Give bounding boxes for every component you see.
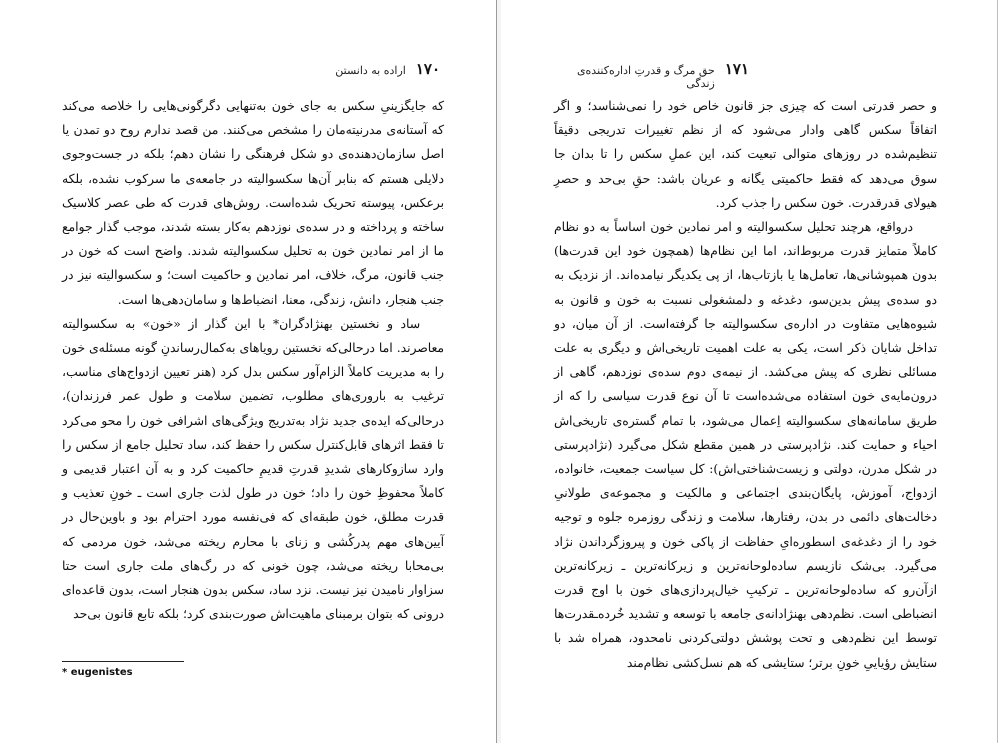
footnote: * eugenistes <box>62 667 133 678</box>
left-page-header <box>300 60 440 80</box>
paragraph: و حصر قدرتی است که چیزی جز قانون خاص خود را نمی‌شناسد؛ و اگر اتفاقاً سکس گاهی وادار می‌شود که از نظم تغییرات تدریجی دقیقاً تنظیم‌شده در روزهای متوالی تبعیت کند، این عملِ سکس را تا بدان جا سوق می‌دهد که فقط حاکمیتی یگانه و عریان باشد: حقِ بی‌حد و حصرِ هیولای قدرقدرت. خون سکس را جذب کرد. <box>554 99 937 210</box>
running-title: اراده به دانستن <box>335 64 406 77</box>
running-title: حق مرگ و قدرتِ اداره‌کننده‌ی زندگی <box>576 64 715 90</box>
left-page-body <box>62 94 444 626</box>
right-page-header <box>559 60 749 90</box>
paragraph: ساد و نخستین بهنژادگران* با این گذار از «خون» به سکسوالیته معاصرند. اما درحالی‌که نخستین رویاهای به‌کمال‌رساندنِ گونه مسئله‌ی خون را به مدیریت کاملاً الزام‌آور سکس بدل کرد (هنر تعیین ازدواج‌های مناسب، ترغیب به باروری‌های مطلوب، تضمین سلامت و طول عمر فرزندان)، درحالی‌که ایده‌ی جدید نژاد به‌تدریج ویژگی‌های اشرافی خون را محو می‌کرد تا فقط اثرهای قابل‌کنترل سکس را حفظ کند، ساد تحلیل جامع از سکس را وارد سازوکارهای شدیدِ قدرتِ قدیمِ حاکمیت کرد و به آن اعتبار قدیمی و کاملاً محفوظِ خون را داد؛ خون در طول لذت جاری است ـ خونِ تعذیب و قدرت مطلق، خون طبقه‌ای که فی‌نفسه مورد احترام بود و باوین‌حال در آیین‌های مهم پدرکُشی و زنای با محارم ریخته می‌شد، خون مردمی که بی‌محابا ریخته می‌شد، چون خونی که در رگ‌های ملت جاری است حتا سزاوار نامیدن نیز نیست. نزد ساد، سکس بدون هنجار است، بدون قاعده‌ای درونی که بتوان برمبنای ماهیت‌اش صورت‌بندی کرد؛ بلکه تابع قانون بی‌حد <box>62 316 444 622</box>
paragraph: که جایگزینیِ سکس به جای خون به‌تنهایی دگرگونی‌هایی را خلاصه می‌کند که آستانه‌ی مدرنیته‌مان را مشخص می‌کنند. من قصد ندارم روح دو تمدن یا اصل سازمان‌دهنده‌ی دو شکل فرهنگی را نشان دهم؛ بلکه در جست‌وجوی دلایلی هستم که بنابر آن‌ها سکسوالیته در جامعه‌ی ما سرکوب نشده، بلکه برعکس، پیوسته تحریک شده‌است. روش‌های قدرت که طی عصر کلاسیک ساخته و پرداخته و در سده‌ی نوزدهم به‌کار بسته شدند، موجب گذار جوامع ما از امر نمادین خون به تحلیل سکسوالیته شدند. واضح است که خون در جنب قانون، مرگ، خلاف، امر نمادین و حاکمیت است؛ و سکسوالیته نیز در جنب هنجار، دانش، زندگی، معنا، انضباط‌ها و سامان‌دهی‌ها است. <box>62 99 444 307</box>
page-number: ۱۷۰ <box>415 60 440 78</box>
footnote-divider <box>62 661 184 662</box>
left-page <box>0 0 497 743</box>
page-number: ۱۷۱ <box>724 60 749 78</box>
paragraph: درواقع، هرچند تحلیل سکسوالیته و امر نمادین خون اساساً به دو نظام کاملاً متمایز قدرت مربوط‌اند، اما این نظام‌ها (همچون خود این قدرت‌ها) بدون همپوشانی‌ها، تعامل‌ها یا بازتاب‌ها، از پی یکدیگر نیامده‌اند. از نزدیک به دو سده‌ی پیش بدین‌سو، دغدغه و دلمشغولی نسبت به خون و قانون به شیوه‌هایی متفاوت در اداره‌ی سکسوالیته جا گرفته‌است. از آن میان، دو تداخل شایان ذکر است، یکی به علت اهمیت تاریخی‌اش و دیگری به علت مسائلی نظری که پیش می‌کشد. از نیمه‌ی دوم سده‌ی نوزدهم، گاهی از درون‌مایه‌ی خون استفاده می‌شده‌است تا آن نوع قدرت سیاسی را که از طریق سامانه‌های سکسوالیته اِعمال می‌شود، با تمام گستره‌ی تاریخی‌اش احیاء و حمایت کند. نژادپرستی در همین مقطع شکل می‌گیرد (نژادپرستی در شکل مدرن، دولتی و زیست‌شناختی‌اش): کل سیاست جمعیت، خانواده، ازدواج، آموزش، پایگان‌بندی اجتماعی و مالکیت و مجموعه‌ی طولانیِ دخالت‌های دائمی در بدن، رفتارها، سلامت و زندگی روزمره جلوه و توجیه خود را از دغدغه‌ی اسطوره‌ایِ حفاظت از پاکی خون و پیروزگرداندن نژاد می‌گیرد. بی‌شک نازیسم ساده‌لوحانه‌ترین و زیرکانه‌ترین ـ زیرکانه‌ترین ازآن‌رو که ساده‌لوحانه‌ترین ـ ترکیبِ خیال‌پردازی‌های خون با اوج قدرت انضباطی است. نظم‌دهی بهنژادانه‌ی جامعه با توسعه و تشدید خُرده‌ـقدرت‌ها توسط این نظم‌دهی و تحت پوشش دولتی‌کردنی نامحدود، همراه شد با ستایش رؤیاییِ خونِ برتر؛ ستایشی که هم نسل‌کشی نظام‌مند <box>554 220 937 670</box>
right-page-body <box>554 94 937 675</box>
right-page <box>501 0 998 743</box>
